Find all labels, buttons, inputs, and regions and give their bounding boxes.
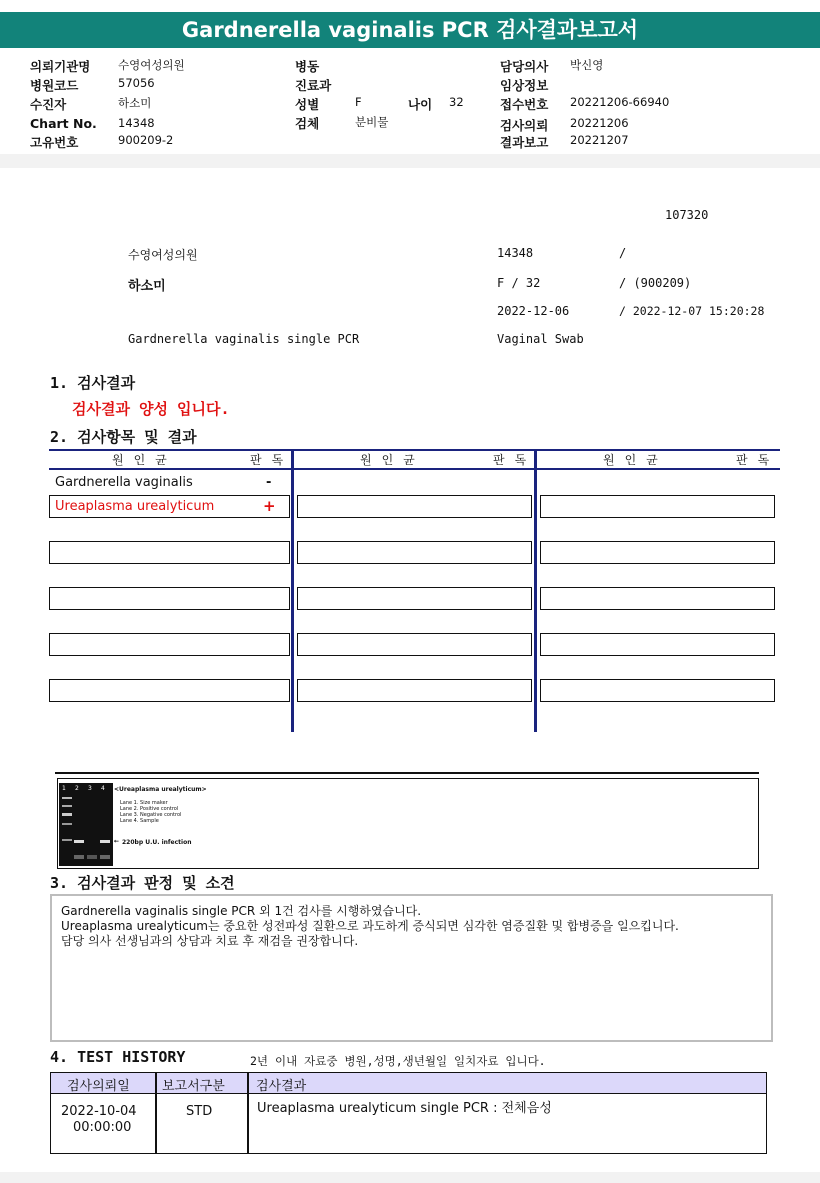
result-cell bbox=[297, 495, 532, 518]
value-patient: 하소미 bbox=[118, 96, 152, 110]
value-doctor: 박신영 bbox=[570, 58, 604, 72]
col-organism-1: 원인균 bbox=[112, 453, 177, 467]
gel-lane-label: 1 bbox=[62, 785, 66, 792]
label-ward: 병동 bbox=[295, 59, 320, 74]
header-separator bbox=[0, 154, 820, 168]
gel-lane-label: 2 bbox=[75, 785, 79, 792]
value-sex: F bbox=[355, 95, 362, 109]
history-row-time: 00:00:00 bbox=[73, 1120, 132, 1135]
result-cell bbox=[297, 541, 532, 564]
info-birth: / (900209) bbox=[619, 276, 692, 290]
label-department: 진료과 bbox=[295, 78, 332, 93]
info-patient-name: 하소미 bbox=[128, 279, 166, 294]
history-col-divider bbox=[247, 1073, 249, 1153]
value-report-date: 20221207 bbox=[570, 133, 629, 147]
gel-electrophoresis-image bbox=[59, 783, 113, 866]
result-cell bbox=[297, 633, 532, 656]
label-doctor: 담당의사 bbox=[500, 59, 549, 74]
gel-arrow-icon: ← bbox=[114, 838, 120, 845]
gel-band bbox=[74, 840, 84, 843]
gel-band bbox=[62, 805, 72, 807]
grid-divider-2 bbox=[534, 449, 537, 732]
info-sex-age: F / 32 bbox=[497, 276, 541, 290]
gel-band bbox=[100, 855, 110, 859]
result-cell bbox=[49, 633, 290, 656]
history-row-result: Ureaplasma urealyticum single PCR : 전체음성 bbox=[257, 1101, 552, 1116]
opinion-line: Ureaplasma urealyticum는 중요한 성전파성 질환으로 과도하게 증식되면 심각한 염증질환 및 합병증을 일으킵니다. bbox=[61, 919, 679, 933]
gel-band bbox=[62, 823, 72, 825]
history-col-type: 보고서구분 bbox=[162, 1079, 225, 1094]
gel-band bbox=[100, 840, 110, 843]
col-judgment-3: 판독 bbox=[736, 453, 780, 467]
result-row-judgment: - bbox=[266, 475, 272, 490]
info-specimen: Vaginal Swab bbox=[497, 332, 584, 346]
grid-header-line bbox=[49, 468, 780, 470]
value-receipt-no: 20221206-66940 bbox=[570, 95, 670, 109]
col-judgment-1: 판독 bbox=[250, 453, 294, 467]
report-title: Gardnerella vaginalis PCR 검사결과보고서 bbox=[0, 12, 820, 48]
info-chart: 14348 bbox=[497, 246, 534, 260]
gel-title: <Ureaplasma urealyticum> bbox=[114, 786, 207, 793]
label-clinical-info: 임상정보 bbox=[500, 78, 549, 93]
result-cell bbox=[49, 541, 290, 564]
info-code: 107320 bbox=[665, 208, 709, 222]
col-organism-2: 원인균 bbox=[360, 453, 425, 467]
history-col-result: 검사결과 bbox=[256, 1079, 307, 1094]
value-age: 32 bbox=[449, 95, 464, 109]
result-cell bbox=[297, 679, 532, 702]
value-specimen: 분비물 bbox=[355, 115, 389, 129]
section2-heading: 2. 검사항목 및 결과 bbox=[50, 428, 197, 446]
label-specimen: 검체 bbox=[295, 116, 320, 131]
info-slash: / bbox=[619, 246, 627, 260]
label-chart-no: Chart No. bbox=[30, 116, 97, 131]
section1-heading: 1. 검사결과 bbox=[50, 374, 136, 392]
opinion-line: 담당 의사 선생님과의 상담과 치료 후 재검을 권장합니다. bbox=[61, 934, 359, 948]
label-report-date: 결과보고 bbox=[500, 135, 549, 150]
gel-top-rule bbox=[55, 772, 759, 774]
info-hospital: 수영여성의원 bbox=[128, 248, 198, 262]
result-cell bbox=[540, 541, 775, 564]
opinion-box bbox=[50, 894, 773, 1042]
value-institution: 수영여성의원 bbox=[118, 58, 185, 72]
history-col-divider bbox=[155, 1073, 157, 1153]
gel-band bbox=[62, 839, 72, 841]
result-row-judgment: + bbox=[263, 497, 276, 515]
label-receipt-no: 접수번호 bbox=[500, 97, 549, 112]
result-row-name: Gardnerella vaginalis bbox=[55, 475, 193, 490]
gel-legend-line: Lane 2. Positive control bbox=[120, 806, 179, 812]
value-chart-no: 14348 bbox=[118, 116, 155, 130]
gel-band bbox=[74, 855, 84, 859]
gel-legend-line: Lane 4. Sample bbox=[120, 818, 159, 824]
label-age: 나이 bbox=[408, 97, 433, 112]
result-row-name: Ureaplasma urealyticum bbox=[55, 499, 215, 514]
section3-heading: 3. 검사결과 판정 및 소견 bbox=[50, 874, 235, 892]
history-row-type: STD bbox=[186, 1104, 213, 1119]
history-col-date: 검사의뢰일 bbox=[67, 1079, 130, 1094]
history-row-date: 2022-10-04 bbox=[61, 1104, 137, 1119]
col-organism-3: 원인균 bbox=[603, 453, 668, 467]
history-note: 2년 이내 자료중 병원,성명,생년월일 일치자료 입니다. bbox=[250, 1054, 546, 1068]
label-patient: 수진자 bbox=[30, 97, 67, 112]
label-unique-no: 고유번호 bbox=[30, 135, 79, 150]
value-unique-no: 900209-2 bbox=[118, 133, 174, 147]
label-request-date: 검사의뢰 bbox=[500, 118, 549, 133]
result-cell bbox=[540, 495, 775, 518]
opinion-line: Gardnerella vaginalis single PCR 외 1건 검사를 시행하였습니다. bbox=[61, 904, 422, 918]
label-hospital-code: 병원코드 bbox=[30, 78, 79, 93]
gel-legend-line: Lane 3. Negative control bbox=[120, 812, 182, 818]
col-judgment-2: 판독 bbox=[493, 453, 537, 467]
result-cell bbox=[540, 679, 775, 702]
gel-band bbox=[62, 813, 72, 816]
gel-band bbox=[87, 855, 97, 859]
gel-legend-line: Lane 1. Size maker bbox=[120, 800, 168, 806]
result-cell bbox=[540, 633, 775, 656]
result-cell bbox=[540, 587, 775, 610]
value-hospital-code: 57056 bbox=[118, 76, 155, 90]
info-test-name: Gardnerella vaginalis single PCR bbox=[128, 332, 360, 346]
label-institution: 의뢰기관명 bbox=[30, 59, 91, 74]
section4-heading: 4. TEST HISTORY bbox=[50, 1048, 186, 1066]
history-table bbox=[50, 1072, 767, 1154]
gel-band-label: 220bp U.U. infection bbox=[122, 839, 192, 846]
result-cell bbox=[49, 587, 290, 610]
result-cell bbox=[297, 587, 532, 610]
result-cell bbox=[49, 679, 290, 702]
gel-lane-label: 4 bbox=[101, 785, 105, 792]
grid-divider-1 bbox=[291, 449, 294, 732]
history-header bbox=[51, 1073, 766, 1094]
info-report-datetime: / 2022-12-07 15:20:28 bbox=[619, 304, 765, 318]
value-request-date: 20221206 bbox=[570, 116, 629, 130]
label-sex: 성별 bbox=[295, 97, 320, 112]
gel-band bbox=[62, 797, 72, 799]
info-request-date: 2022-12-06 bbox=[497, 304, 570, 318]
gel-lane-label: 3 bbox=[88, 785, 92, 792]
section1-result: 검사결과 양성 입니다. bbox=[72, 400, 230, 418]
